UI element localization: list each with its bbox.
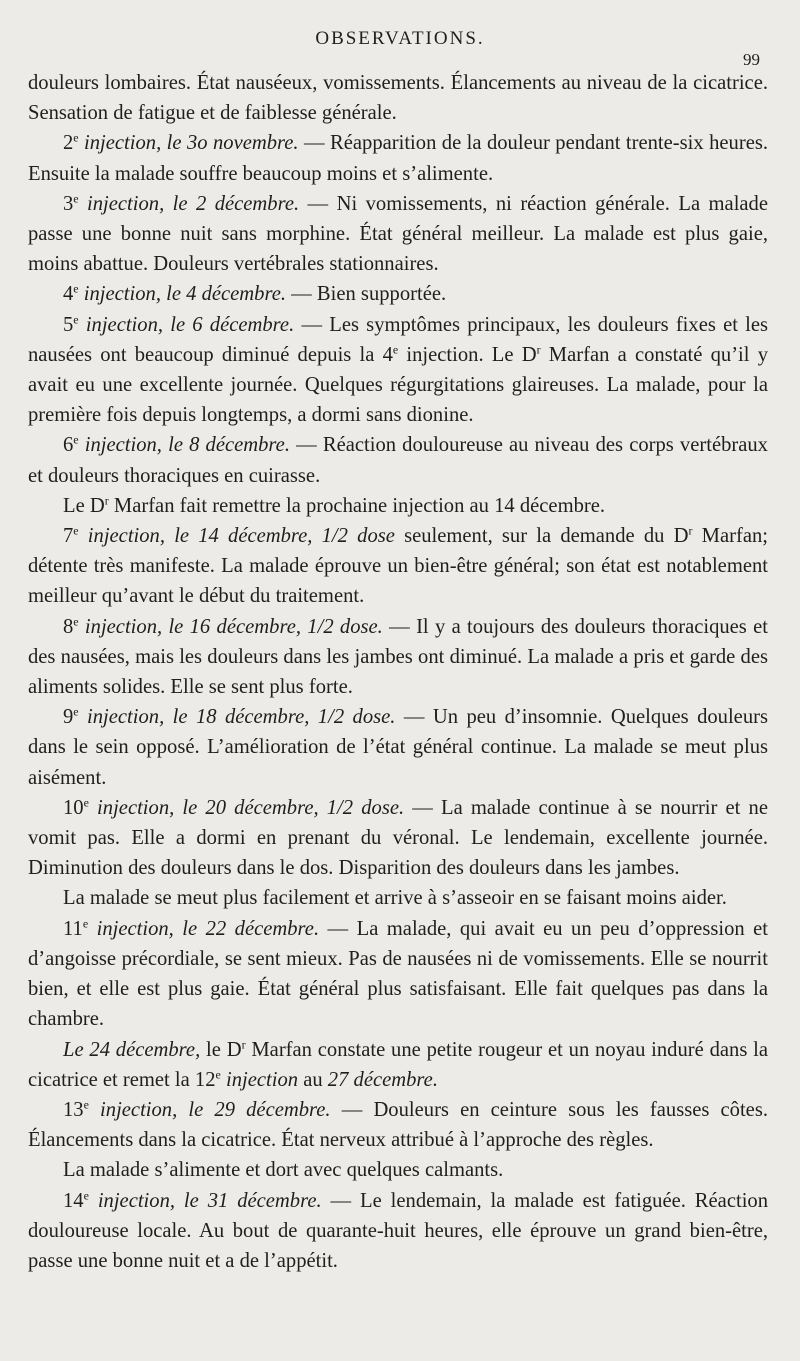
superscript: e: [73, 614, 79, 629]
superscript: e: [215, 1067, 221, 1082]
superscript: e: [73, 282, 79, 297]
text-run: 7: [63, 525, 74, 548]
text-run: 2: [63, 132, 74, 155]
italic-text: injection, le 16 décembre, 1/2 dose.: [78, 615, 383, 638]
text-run: — Les symptômes principaux, les douleurs fixes et les nausées ont beaucoup diminué depuis la 4: [28, 313, 769, 366]
paragraph: [28, 310, 768, 431]
paragraph: [28, 521, 768, 612]
paragraph: [28, 1155, 768, 1185]
italic-text: injection, le 29 décembre.: [88, 1098, 331, 1121]
paragraph: [28, 612, 768, 703]
italic-text: Le 24 décembre,: [63, 1038, 201, 1061]
text-run: — La malade continue à se nourrir et ne vomit pas. Elle a dormi en prenant du véronal. Le lendemain, excellente journée. Diminution des douleurs dans le dos. Disparition des douleurs dans les jambes.: [28, 796, 768, 880]
italic-text: 27 décembre.: [327, 1068, 438, 1091]
text-run: le D: [200, 1038, 242, 1061]
superscript: e: [392, 342, 399, 357]
italic-text: injection, le 22 décembre.: [88, 917, 320, 940]
text-run: — Le lendemain, la malade est fatiguée. Réaction douloureuse locale. Au bout de quarante-huit heures, elle éprouve un grand bien-être, passe une bonne nuit et a de l’appétit.: [28, 1189, 769, 1272]
italic-text: injection, le 4 décembre.: [78, 283, 286, 306]
superscript: e: [82, 916, 89, 931]
superscript: e: [73, 312, 79, 327]
text-run: Marfan constate une petite rougeur et un noyau induré dans la cicatrice et remet la 12: [28, 1038, 768, 1091]
paragraph: [28, 1186, 768, 1277]
superscript: r: [536, 342, 541, 357]
superscript: r: [688, 523, 693, 538]
text-run: injection. Le D: [398, 343, 537, 366]
italic-text: injection, le 18 décembre, 1/2 dose.: [78, 706, 396, 729]
paragraph: [28, 68, 768, 128]
text-run: Marfan; détente très manifeste. La malade éprouve un bien-être général; son état est notablement meilleur qu’avant le début du traitement.: [28, 525, 768, 608]
paragraph: [28, 793, 768, 884]
text-run: Marfan a constaté qu’il y avait eu une excellente journée. Quelques régurgitations glaireuses. La malade, pour la première fois depuis longtemps, a dormi sans dionine.: [28, 343, 769, 427]
text-run: 11: [63, 917, 83, 940]
paragraph: [28, 1095, 768, 1155]
text-run: 10: [63, 796, 84, 819]
text-run: 6: [63, 434, 74, 457]
text-run: seulement, sur la demande du D: [394, 525, 689, 548]
text-run: La malade s’alimente et dort avec quelques calmants.: [63, 1159, 504, 1182]
text-run: 13: [63, 1098, 84, 1121]
text-run: La malade se meut plus facilement et arrive à s’asseoir en se faisant moins aider.: [63, 887, 727, 910]
italic-text: injection, le 8 décembre.: [78, 434, 290, 457]
paragraph: [28, 189, 768, 280]
italic-text: injection, le 2 décembre.: [78, 192, 300, 215]
text-run: — Réapparition de la douleur pendant trente-six heures. Ensuite la malade souffre beaucoup moins et s’alimente.: [28, 132, 768, 185]
text-run: — La malade, qui avait eu un peu d’oppression et d’angoisse précordiale, se sent mieux. Pas de nausées ni de vomissements. Elle se nourrit bien, et elle est plus gaie. État général plus satisfaisant. Elle fait quelques pas dans la chambre.: [28, 917, 768, 1031]
text-run: 8: [63, 615, 74, 638]
text-run: 9: [63, 706, 74, 729]
superscript: e: [73, 523, 79, 538]
superscript: r: [104, 493, 109, 508]
italic-text: injection: [220, 1068, 299, 1091]
superscript: e: [73, 704, 79, 719]
paragraph: [28, 914, 768, 1035]
text-run: Le D: [63, 494, 105, 517]
superscript: r: [241, 1037, 246, 1052]
superscript: e: [83, 1097, 89, 1112]
text-run: 14: [63, 1189, 84, 1212]
text-run: — Bien supportée.: [286, 283, 447, 306]
text-run: douleurs lombaires. État nauséeux, vomissements. Élancements au niveau de la cicatrice. Sensation de fatigue et de faiblesse générale.: [28, 72, 768, 125]
text-run: — Un peu d’insomnie. Quelques douleurs dans le sein opposé. L’amélioration de l’état général continue. La malade se meut plus aisément.: [28, 706, 768, 789]
superscript: e: [73, 191, 79, 206]
text-run: Marfan fait remettre la prochaine injection au 14 décembre.: [108, 494, 606, 517]
superscript: e: [83, 795, 89, 810]
paragraph: [28, 883, 768, 913]
italic-text: injection, le 14 décembre, 1/2 dose: [78, 525, 395, 548]
paragraph: [28, 702, 768, 793]
superscript: e: [73, 131, 79, 145]
italic-text: injection, le 3o novembre.: [78, 132, 299, 155]
superscript: e: [73, 433, 79, 448]
text-run: 3: [63, 192, 74, 215]
text-run: 5: [63, 313, 74, 336]
text-run: au: [298, 1068, 328, 1091]
text-run: 4: [63, 283, 74, 306]
body-text: [28, 68, 768, 1276]
text-run: — Il y a toujours des douleurs thoraciques et des nausées, mais les douleurs dans les jambes ont diminué. La malade a pris et garde des aliments solides. Elle se sent plus forte.: [28, 615, 768, 699]
text-run: — Douleurs en ceinture sous les fausses côtes. Élancements dans la cicatrice. État nerveux attribué à l’approche des règles.: [28, 1098, 768, 1152]
text-run: — Réaction douloureuse au niveau des corps vertébraux et douleurs thoraciques en cuirasse.: [28, 434, 768, 487]
text-run: — Ni vomissements, ni réaction générale. La malade passe une bonne nuit sans morphine. État général meilleur. La malade est plus gaie, moins abattue. Douleurs vertébrales stationnaires.: [28, 192, 768, 276]
superscript: e: [83, 1188, 89, 1203]
paragraph: [28, 128, 768, 188]
running-header: OBSERVATIONS.: [315, 28, 485, 49]
paragraph: [28, 430, 768, 490]
paragraph: [28, 279, 768, 309]
italic-text: injection, le 31 décembre.: [88, 1189, 322, 1212]
italic-text: injection, le 20 décembre, 1/2 dose.: [88, 796, 405, 819]
paragraph: [28, 1035, 768, 1095]
page-number: 99: [743, 50, 760, 69]
paragraph: [28, 491, 768, 521]
italic-text: injection, le 6 décembre.: [78, 313, 295, 336]
